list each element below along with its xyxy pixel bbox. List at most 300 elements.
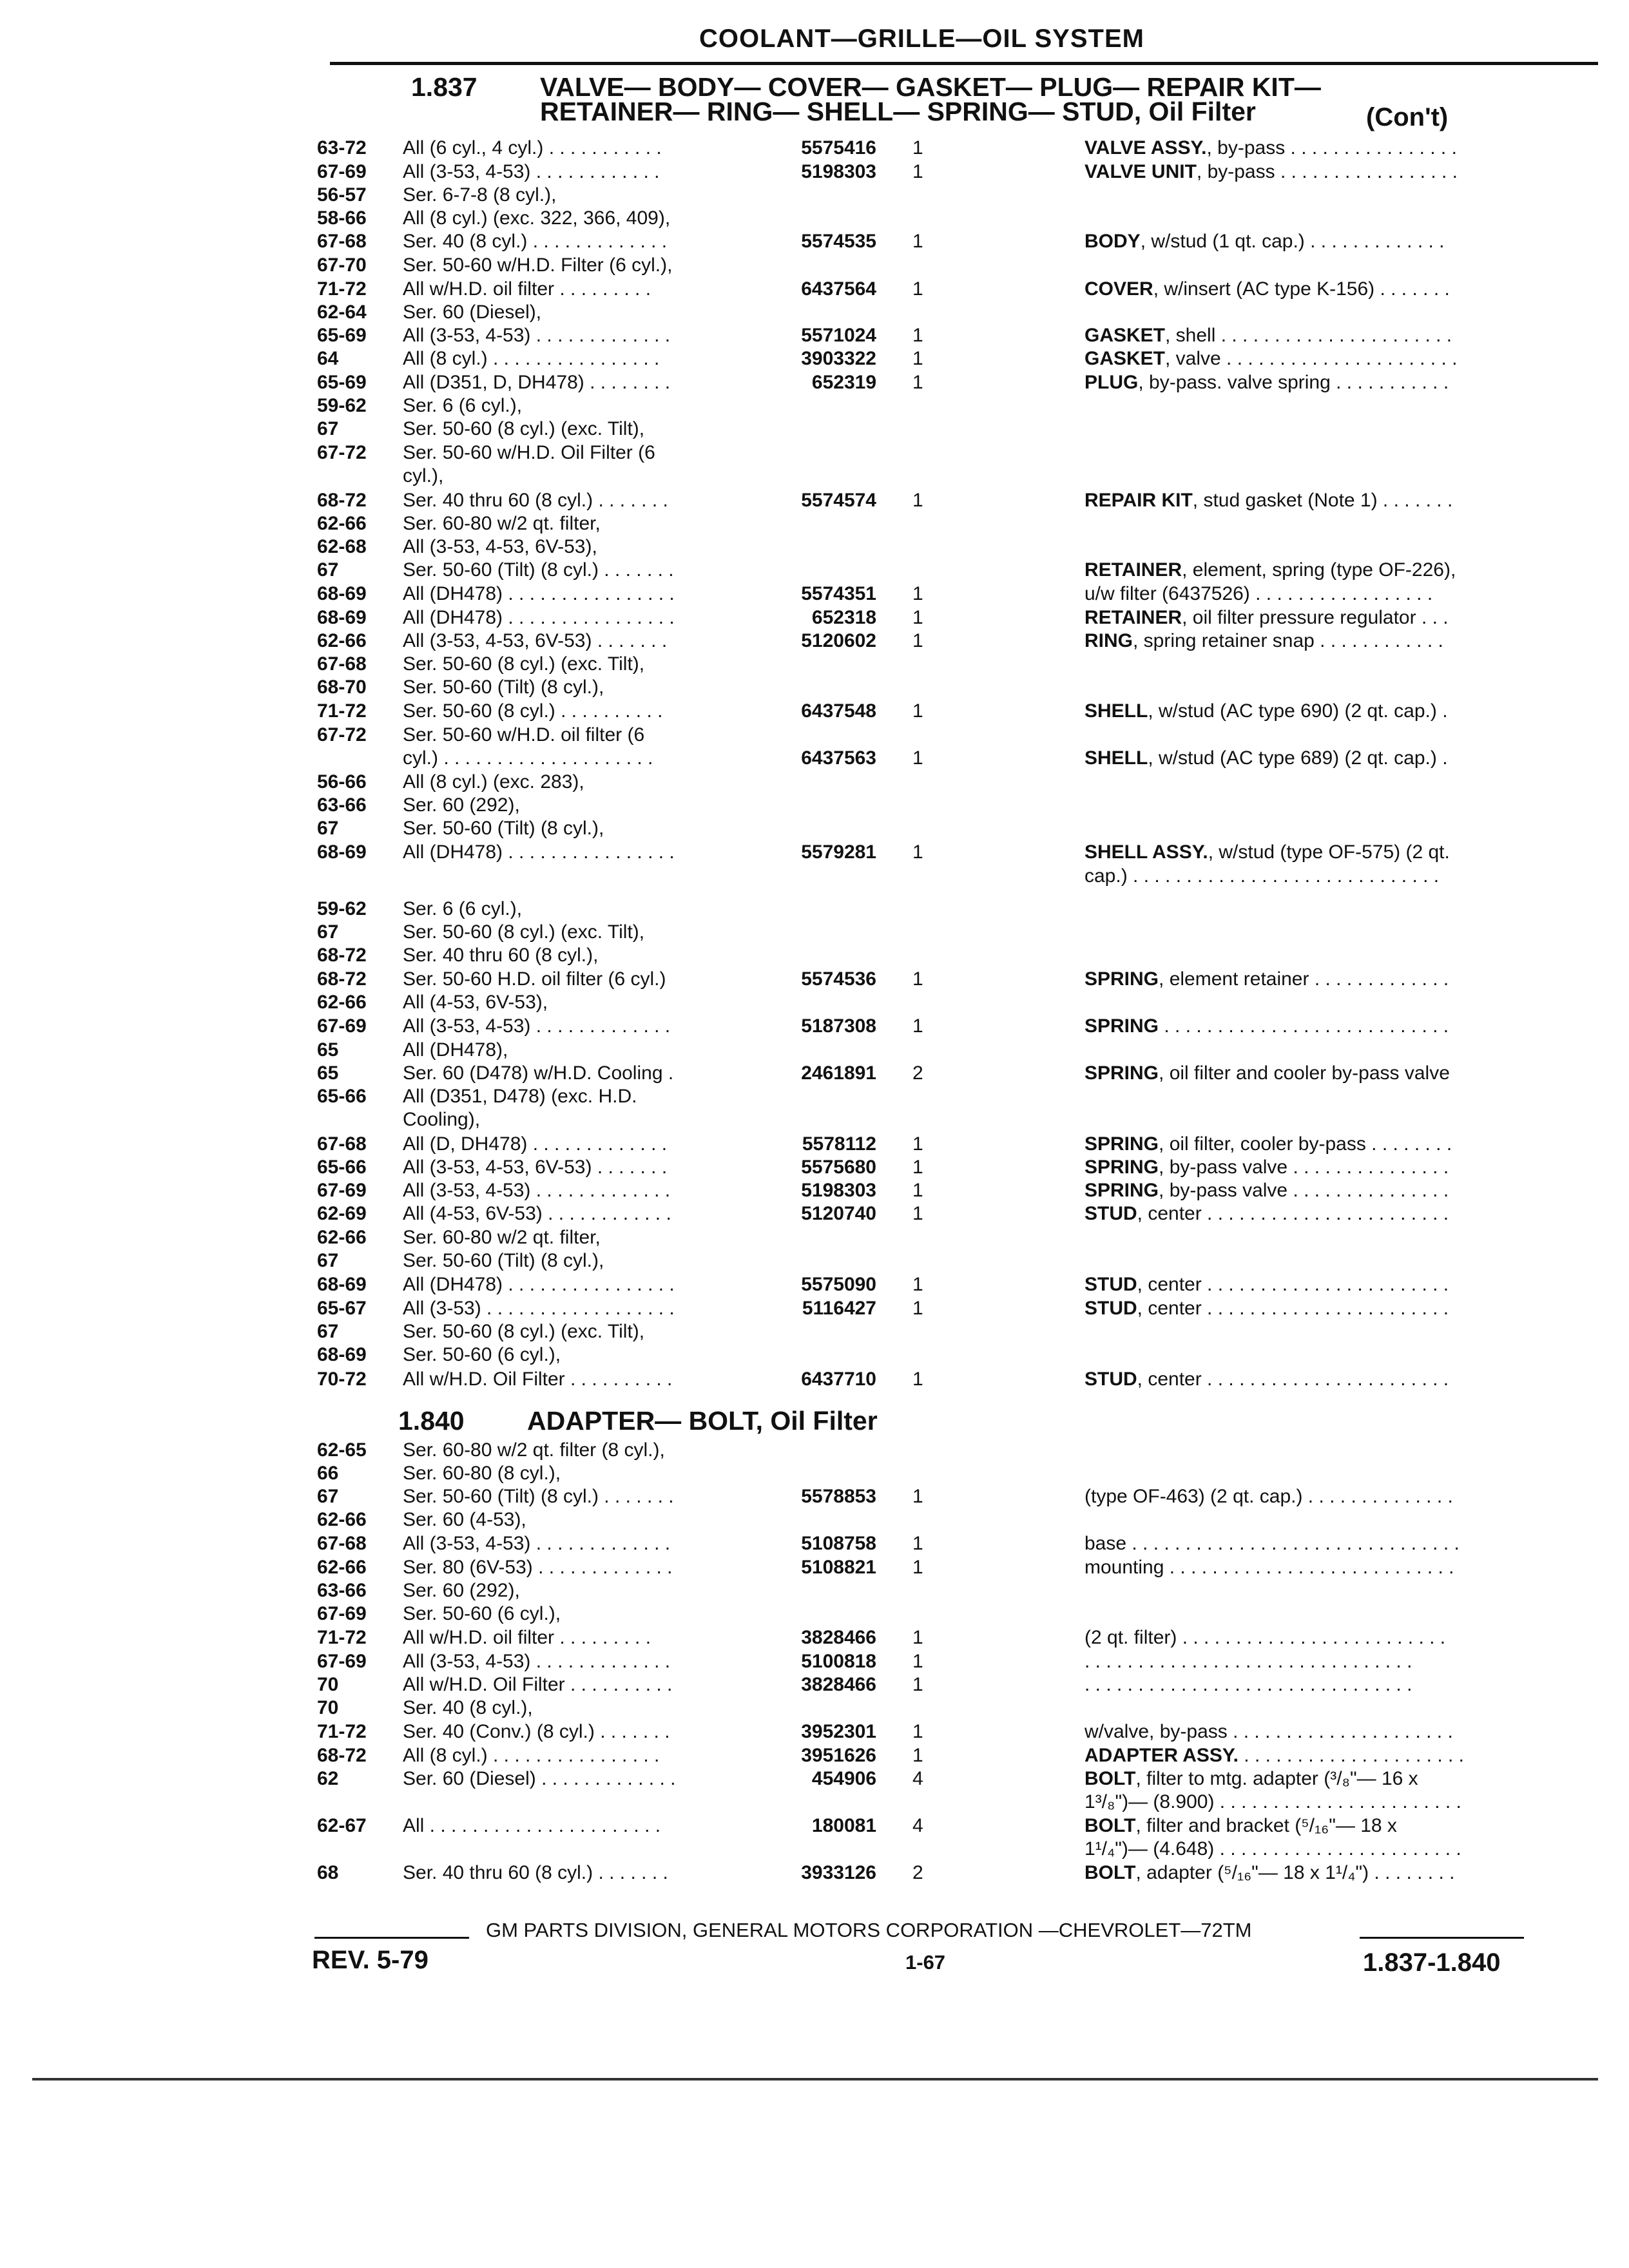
- description-keyword: SPRING: [1084, 968, 1159, 990]
- description-detail: , center . . . . . . . . . . . . . . . . . . . . . . .: [1137, 1203, 1449, 1224]
- part-number: 3828466: [801, 1627, 876, 1648]
- table-row: [0, 1062, 1629, 1086]
- model-year: 63-66: [317, 1580, 367, 1601]
- description: [1084, 1745, 1464, 1767]
- table-row: [0, 1768, 1629, 1792]
- quantity: 1: [912, 137, 923, 159]
- application: Ser. 50-60 w/H.D. oil filter (6: [403, 724, 645, 745]
- part-number: 180081: [811, 1815, 876, 1836]
- header-rule: [330, 62, 1598, 65]
- part-number: 652318: [811, 607, 876, 628]
- quantity: 2: [912, 1862, 923, 1883]
- description-detail: cap.) . . . . . . . . . . . . . . . . . . . . . . . . . . . . .: [1084, 865, 1440, 887]
- part-number: 6437710: [801, 1369, 876, 1390]
- description-detail: , w/stud (AC type 690) (2 qt. cap.) .: [1148, 700, 1448, 722]
- description-detail: base . . . . . . . . . . . . . . . . . . . . . . . . . . . . . . .: [1084, 1533, 1460, 1554]
- description-detail: , w/stud (1 qt. cap.) . . . . . . . . . . . . .: [1140, 231, 1445, 252]
- part-number: 5574535: [801, 231, 876, 252]
- application: Ser. 60 (D478) w/H.D. Cooling .: [403, 1062, 674, 1084]
- model-year: 67-69: [317, 1015, 367, 1037]
- footer-page-number: 1-67: [905, 1951, 946, 1974]
- table-row: [0, 747, 1629, 771]
- application: All (3-53, 4-53) . . . . . . . . . . . . .: [403, 1651, 671, 1672]
- description: [1084, 559, 1456, 581]
- description: [1084, 325, 1452, 347]
- description-keyword: SPRING: [1084, 1062, 1159, 1084]
- description-keyword: BODY: [1084, 231, 1141, 252]
- model-year: 71-72: [317, 278, 367, 300]
- application: Ser. 60-80 w/2 qt. filter (8 cyl.),: [403, 1439, 665, 1461]
- description: [1084, 1557, 1454, 1579]
- table-row: [0, 968, 1629, 992]
- part-number: 454906: [811, 1768, 876, 1789]
- section-number-1837: 1.837: [411, 72, 477, 102]
- application: Ser. 60-80 w/2 qt. filter,: [403, 1227, 601, 1248]
- part-number: 5198303: [801, 1180, 876, 1201]
- quantity: 1: [912, 278, 923, 300]
- table-row: [0, 1674, 1629, 1698]
- description: [1084, 1838, 1461, 1860]
- model-year: 67-68: [317, 1133, 367, 1155]
- model-year: 65: [317, 1062, 339, 1084]
- application: Ser. 50-60 (Tilt) (8 cyl.) . . . . . . .: [403, 559, 674, 581]
- model-year: 63-66: [317, 794, 367, 816]
- part-number: 5575090: [801, 1274, 876, 1295]
- description-detail: , element retainer . . . . . . . . . . . . .: [1159, 968, 1449, 990]
- quantity: 1: [912, 1674, 923, 1695]
- application: All (8 cyl.) . . . . . . . . . . . . . . . .: [403, 348, 660, 369]
- application: All w/H.D. oil filter . . . . . . . . .: [403, 278, 651, 300]
- quantity: 1: [912, 1298, 923, 1319]
- table-row: [0, 184, 1629, 208]
- description: [1084, 1721, 1453, 1743]
- model-year: 67-70: [317, 255, 367, 276]
- description: [1084, 1862, 1454, 1884]
- model-year: 56-57: [317, 184, 367, 206]
- table-row: [0, 1533, 1629, 1557]
- application: Ser. 60-80 w/2 qt. filter,: [403, 513, 601, 534]
- application: All (DH478),: [403, 1039, 508, 1061]
- model-year: 70: [317, 1697, 339, 1718]
- description-detail: , valve . . . . . . . . . . . . . . . . . . . . . .: [1165, 348, 1458, 369]
- application: All (3-53, 4-53) . . . . . . . . . . . .: [403, 161, 660, 182]
- quantity: 1: [912, 1133, 923, 1155]
- table-row: [0, 945, 1629, 968]
- table-row: [0, 1815, 1629, 1839]
- description-detail: , stud gasket (Note 1) . . . . . . .: [1192, 490, 1453, 511]
- model-year: 56-66: [317, 771, 367, 793]
- quantity: 2: [912, 1062, 923, 1084]
- part-number: 3828466: [801, 1674, 876, 1695]
- application: Ser. 50-60 (6 cyl.),: [403, 1603, 561, 1624]
- part-number: 5574536: [801, 968, 876, 990]
- model-year: 67: [317, 921, 339, 943]
- application: All (8 cyl.) (exc. 283),: [403, 771, 584, 793]
- description-keyword: RETAINER: [1084, 559, 1182, 581]
- description-keyword: SPRING: [1084, 1015, 1159, 1037]
- table-row: [0, 1369, 1629, 1392]
- table-row: [0, 1274, 1629, 1298]
- description-detail: 1³/₈")— (8.900) . . . . . . . . . . . . . . . . . . . . . . .: [1084, 1791, 1461, 1812]
- description-detail: , filter and bracket (⁵/₁₆"— 18 x: [1135, 1815, 1397, 1836]
- application: All (DH478) . . . . . . . . . . . . . . . .: [403, 841, 675, 863]
- description-keyword: SHELL: [1084, 700, 1148, 722]
- model-year: 67-69: [317, 161, 367, 182]
- part-number: 6437548: [801, 700, 876, 722]
- model-year: 67: [317, 818, 339, 839]
- description-detail: , center . . . . . . . . . . . . . . . . . . . . . . .: [1137, 1369, 1449, 1390]
- part-number: 652319: [811, 372, 876, 393]
- application: Ser. 50-60 (8 cyl.) (exc. Tilt),: [403, 921, 645, 943]
- description: [1084, 1157, 1449, 1178]
- description-keyword: SHELL ASSY.: [1084, 841, 1208, 863]
- table-row: [0, 302, 1629, 325]
- table-row: [0, 583, 1629, 607]
- part-number: 5100818: [801, 1651, 876, 1672]
- table-row: [0, 1086, 1629, 1110]
- scan-edge-line: [32, 2078, 1598, 2081]
- table-row: [0, 1227, 1629, 1251]
- footer-section-range: 1.837-1.840: [1363, 1948, 1501, 1977]
- application: All (3-53, 4-53, 6V-53) . . . . . . .: [403, 630, 668, 651]
- application: Ser. 50-60 (8 cyl.) (exc. Tilt),: [403, 653, 645, 675]
- description: [1084, 1203, 1449, 1225]
- description-detail: 1¹/₄")— (4.648) . . . . . . . . . . . . . . . . . . . . . . .: [1084, 1838, 1461, 1860]
- description-detail: , oil filter and cooler by-pass valve: [1159, 1062, 1450, 1084]
- description: [1084, 700, 1448, 722]
- description: [1084, 278, 1450, 300]
- application: Ser. 80 (6V-53) . . . . . . . . . . . . .: [403, 1557, 673, 1578]
- quantity: 1: [912, 583, 923, 604]
- model-year: 67: [317, 418, 339, 439]
- application: Ser. 40 thru 60 (8 cyl.),: [403, 945, 599, 966]
- table-row: [0, 677, 1629, 700]
- description-detail: (2 qt. filter) . . . . . . . . . . . . . . . . . . . . . . . . .: [1084, 1627, 1446, 1648]
- part-number: 5579281: [801, 841, 876, 863]
- description: [1084, 161, 1458, 183]
- model-year: 67: [317, 1321, 339, 1342]
- quantity: 4: [912, 1768, 923, 1789]
- description: [1084, 1274, 1449, 1296]
- application: Ser. 6-7-8 (8 cyl.),: [403, 184, 557, 206]
- table-row: [0, 255, 1629, 278]
- application: Cooling),: [403, 1109, 481, 1130]
- part-number: 5575680: [801, 1157, 876, 1178]
- table-row: [0, 794, 1629, 818]
- description-keyword: BOLT: [1084, 1815, 1136, 1836]
- part-number: 5120740: [801, 1203, 876, 1224]
- table-row: [0, 898, 1629, 922]
- table-row: [0, 1298, 1629, 1321]
- application: All (3-53, 4-53, 6V-53),: [403, 536, 597, 557]
- table-row: [0, 231, 1629, 255]
- model-year: 67-69: [317, 1651, 367, 1672]
- application: All (D, DH478) . . . . . . . . . . . . .: [403, 1133, 668, 1155]
- description-keyword: SHELL: [1084, 747, 1148, 769]
- description: [1084, 607, 1449, 629]
- application: Ser. 60 (292),: [403, 794, 520, 816]
- description: [1084, 1133, 1452, 1155]
- quantity: 1: [912, 325, 923, 346]
- part-number: 5578853: [801, 1486, 876, 1507]
- description-detail: , by-pass valve . . . . . . . . . . . . . . .: [1159, 1157, 1449, 1178]
- description-keyword: BOLT: [1084, 1862, 1136, 1883]
- table-row: [0, 559, 1629, 583]
- application: Ser. 50-60 w/H.D. Filter (6 cyl.),: [403, 255, 673, 276]
- model-year: 63-72: [317, 137, 367, 159]
- description-detail: (type OF-463) (2 qt. cap.) . . . . . . . . . . . . . .: [1084, 1486, 1453, 1507]
- quantity: 1: [912, 1627, 923, 1648]
- model-year: 68-69: [317, 841, 367, 863]
- description-detail: , w/stud (AC type 689) (2 qt. cap.) .: [1148, 747, 1448, 769]
- application: Ser. 50-60 (Tilt) (8 cyl.),: [403, 818, 604, 839]
- description: [1084, 1298, 1449, 1320]
- model-year: 68-72: [317, 490, 367, 511]
- application: All w/H.D. Oil Filter . . . . . . . . . .: [403, 1674, 673, 1695]
- table-row: [0, 1791, 1629, 1815]
- table-row: [0, 418, 1629, 442]
- description: [1084, 1486, 1453, 1508]
- table-row: [0, 372, 1629, 396]
- application: All (3-53, 4-53) . . . . . . . . . . . . .: [403, 1180, 671, 1201]
- description-detail: , by-pass . . . . . . . . . . . . . . . .: [1206, 137, 1457, 159]
- model-year: 62: [317, 1768, 339, 1789]
- description-detail: , element, spring (type OF-226),: [1182, 559, 1456, 581]
- application: Ser. 50-60 (Tilt) (8 cyl.),: [403, 1250, 604, 1271]
- section-title-line1: VALVE— BODY— COVER— GASKET— PLUG— REPAIR KIT—: [540, 72, 1321, 102]
- table-row: [0, 465, 1629, 489]
- application: All (DH478) . . . . . . . . . . . . . . . .: [403, 607, 675, 628]
- model-year: 71-72: [317, 700, 367, 722]
- model-year: 65-66: [317, 1086, 367, 1107]
- application: Ser. 60-80 (8 cyl.),: [403, 1463, 561, 1484]
- application: Ser. 6 (6 cyl.),: [403, 898, 523, 919]
- quantity: 1: [912, 1651, 923, 1672]
- quantity: 1: [912, 968, 923, 990]
- application: All (4-53, 6V-53) . . . . . . . . . . . .: [403, 1203, 671, 1224]
- application: All (DH478) . . . . . . . . . . . . . . . .: [403, 1274, 675, 1295]
- table-row: [0, 207, 1629, 231]
- quantity: 4: [912, 1815, 923, 1836]
- description-detail: , adapter (⁵/₁₆"— 18 x 1¹/₄") . . . . . . . .: [1135, 1862, 1455, 1883]
- section-title-1840: ADAPTER— BOLT, Oil Filter: [527, 1406, 878, 1436]
- part-number: 6437563: [801, 747, 876, 769]
- application: Ser. 50-60 (8 cyl.) (exc. Tilt),: [403, 1321, 645, 1342]
- model-year: 67-72: [317, 442, 367, 463]
- description: [1084, 583, 1432, 605]
- application: Ser. 40 thru 60 (8 cyl.) . . . . . . .: [403, 490, 668, 511]
- footer-division: GM PARTS DIVISION, GENERAL MOTORS CORPORATION —CHEVROLET—72TM: [486, 1919, 1252, 1941]
- part-number: 6437564: [801, 278, 876, 300]
- table-row: [0, 841, 1629, 865]
- model-year: 62-65: [317, 1439, 367, 1461]
- part-number: 5187308: [801, 1015, 876, 1037]
- model-year: 65: [317, 1039, 339, 1061]
- quantity: 1: [912, 161, 923, 182]
- description: [1084, 1768, 1418, 1790]
- section-title-line2: RETAINER— RING— SHELL— SPRING— STUD, Oil Filter: [540, 97, 1256, 126]
- description-detail: , by-pass. valve spring . . . . . . . . . . .: [1138, 372, 1449, 393]
- quantity: 1: [912, 841, 923, 863]
- application: Ser. 60 (4-53),: [403, 1509, 526, 1530]
- model-year: 65-69: [317, 325, 367, 346]
- description: [1084, 630, 1443, 652]
- part-number: 3952301: [801, 1721, 876, 1742]
- model-year: 62-68: [317, 536, 367, 557]
- description-detail: , w/insert (AC type K-156) . . . . . . .: [1153, 278, 1450, 300]
- model-year: 62-66: [317, 992, 367, 1013]
- description-detail: , oil filter pressure regulator . . .: [1182, 607, 1449, 628]
- section-continued-label: (Con't): [1366, 103, 1449, 131]
- table-row: [0, 1180, 1629, 1204]
- model-year: 62-66: [317, 630, 367, 651]
- table-row: [0, 278, 1629, 302]
- model-year: 68-72: [317, 1745, 367, 1766]
- table-row: [0, 1509, 1629, 1533]
- model-year: 62-66: [317, 1509, 367, 1530]
- table-row: [0, 161, 1629, 185]
- table-row: [0, 137, 1629, 161]
- part-number: 2461891: [801, 1062, 876, 1084]
- application: All (8 cyl.) (exc. 322, 366, 409),: [403, 207, 671, 229]
- application: All (D351, D, DH478) . . . . . . . .: [403, 372, 671, 393]
- quantity: 1: [912, 1557, 923, 1578]
- description-keyword: SPRING: [1084, 1157, 1159, 1178]
- description-keyword: STUD: [1084, 1369, 1137, 1390]
- table-row: [0, 1627, 1629, 1651]
- description-keyword: SPRING: [1084, 1133, 1159, 1155]
- table-row: [0, 1015, 1629, 1039]
- table-row: [0, 1651, 1629, 1675]
- description-detail: , spring retainer snap . . . . . . . . . . . .: [1133, 630, 1443, 651]
- part-number: 5574574: [801, 490, 876, 511]
- model-year: 59-62: [317, 395, 367, 416]
- application: All (3-53, 4-53) . . . . . . . . . . . . .: [403, 325, 671, 346]
- part-number: 5198303: [801, 161, 876, 182]
- description-detail: u/w filter (6437526) . . . . . . . . . . . . . . . . .: [1084, 583, 1433, 604]
- description-detail: . . . . . . . . . . . . . . . . . . . . . . . . . . . . . . .: [1084, 1674, 1412, 1695]
- application: Ser. 50-60 H.D. oil filter (6 cyl.): [403, 968, 666, 990]
- description-detail: , center . . . . . . . . . . . . . . . . . . . . . . .: [1137, 1298, 1449, 1319]
- quantity: 1: [912, 1157, 923, 1178]
- table-row: [0, 724, 1629, 748]
- quantity: 1: [912, 1015, 923, 1037]
- table-row: [0, 325, 1629, 349]
- description: [1084, 1651, 1412, 1673]
- description: [1084, 1791, 1461, 1813]
- part-number: 5578112: [802, 1133, 876, 1155]
- application: All . . . . . . . . . . . . . . . . . . . . . .: [403, 1815, 661, 1836]
- quantity: 1: [912, 372, 923, 393]
- description-detail: , center . . . . . . . . . . . . . . . . . . . . . . .: [1137, 1274, 1449, 1295]
- part-number: 5108821: [801, 1557, 876, 1578]
- model-year: 62-66: [317, 1227, 367, 1248]
- model-year: 67: [317, 1486, 339, 1507]
- quantity: 1: [912, 1533, 923, 1554]
- application: cyl.),: [403, 465, 444, 486]
- application: Ser. 6 (6 cyl.),: [403, 395, 523, 416]
- model-year: 66: [317, 1463, 339, 1484]
- table-row: [0, 921, 1629, 945]
- application: All (6 cyl., 4 cyl.) . . . . . . . . . . .: [403, 137, 662, 159]
- model-year: 70-72: [317, 1369, 367, 1390]
- description-keyword: SPRING: [1084, 1180, 1159, 1201]
- section-number-1840: 1.840: [398, 1406, 465, 1436]
- description-keyword: GASKET: [1084, 325, 1166, 346]
- description-detail: mounting . . . . . . . . . . . . . . . . . . . . . . . . . . .: [1084, 1557, 1454, 1578]
- description: [1084, 1369, 1449, 1390]
- description-keyword: GASKET: [1084, 348, 1166, 369]
- description-keyword: COVER: [1084, 278, 1153, 300]
- model-year: 62-69: [317, 1203, 367, 1224]
- model-year: 68-69: [317, 1274, 367, 1295]
- quantity: 1: [912, 747, 923, 769]
- table-row: [0, 1862, 1629, 1886]
- part-number: 3933126: [801, 1862, 876, 1883]
- application: All w/H.D. Oil Filter . . . . . . . . . .: [403, 1369, 673, 1390]
- model-year: 65-69: [317, 372, 367, 393]
- quantity: 1: [912, 1721, 923, 1742]
- model-year: 67: [317, 559, 339, 581]
- application: Ser. 60 (292),: [403, 1580, 520, 1601]
- description-keyword: REPAIR KIT: [1084, 490, 1193, 511]
- model-year: 68: [317, 1862, 339, 1883]
- description: [1084, 1015, 1449, 1037]
- table-row: [0, 536, 1629, 560]
- table-row: [0, 1486, 1629, 1510]
- model-year: 68-70: [317, 677, 367, 698]
- model-year: 68-72: [317, 968, 367, 990]
- description: [1084, 1815, 1397, 1837]
- model-year: 68-69: [317, 1344, 367, 1365]
- quantity: 1: [912, 348, 923, 369]
- description: [1084, 747, 1448, 769]
- description: [1084, 348, 1457, 370]
- quantity: 1: [912, 607, 923, 628]
- table-row: [0, 1109, 1629, 1133]
- table-row: [0, 1603, 1629, 1627]
- table-row: [0, 513, 1629, 537]
- part-number: 5574351: [801, 583, 876, 604]
- description: [1084, 865, 1439, 887]
- part-number: 5108758: [801, 1533, 876, 1554]
- description-keyword: RETAINER: [1084, 607, 1182, 628]
- description-keyword: VALVE ASSY.: [1084, 137, 1207, 159]
- application: All (4-53, 6V-53),: [403, 992, 548, 1013]
- part-number: 3951626: [801, 1745, 876, 1766]
- part-number: 5575416: [801, 137, 876, 159]
- application: All (8 cyl.) . . . . . . . . . . . . . . . .: [403, 1745, 660, 1766]
- description-keyword: BOLT: [1084, 1768, 1136, 1789]
- model-year: 67-72: [317, 724, 367, 745]
- table-row: [0, 395, 1629, 419]
- table-row: [0, 1157, 1629, 1180]
- model-year: 71-72: [317, 1627, 367, 1648]
- model-year: 68-69: [317, 583, 367, 604]
- table-row: [0, 1250, 1629, 1274]
- description-keyword: VALVE UNIT: [1084, 161, 1197, 182]
- description-detail: . . . . . . . . . . . . . . . . . . . . . . . . . . .: [1159, 1015, 1449, 1037]
- table-row: [0, 1439, 1629, 1463]
- description-detail: . . . . . . . . . . . . . . . . . . . . . . . . . . . . . . .: [1084, 1651, 1412, 1672]
- application: Ser. 40 (8 cyl.),: [403, 1697, 533, 1718]
- table-row: [0, 992, 1629, 1015]
- table-row: [0, 1580, 1629, 1604]
- application: All (3-53, 4-53) . . . . . . . . . . . . .: [403, 1533, 671, 1554]
- description-keyword: PLUG: [1084, 372, 1139, 393]
- description: [1084, 1180, 1449, 1202]
- footer-revision: REV. 5-79: [312, 1946, 429, 1974]
